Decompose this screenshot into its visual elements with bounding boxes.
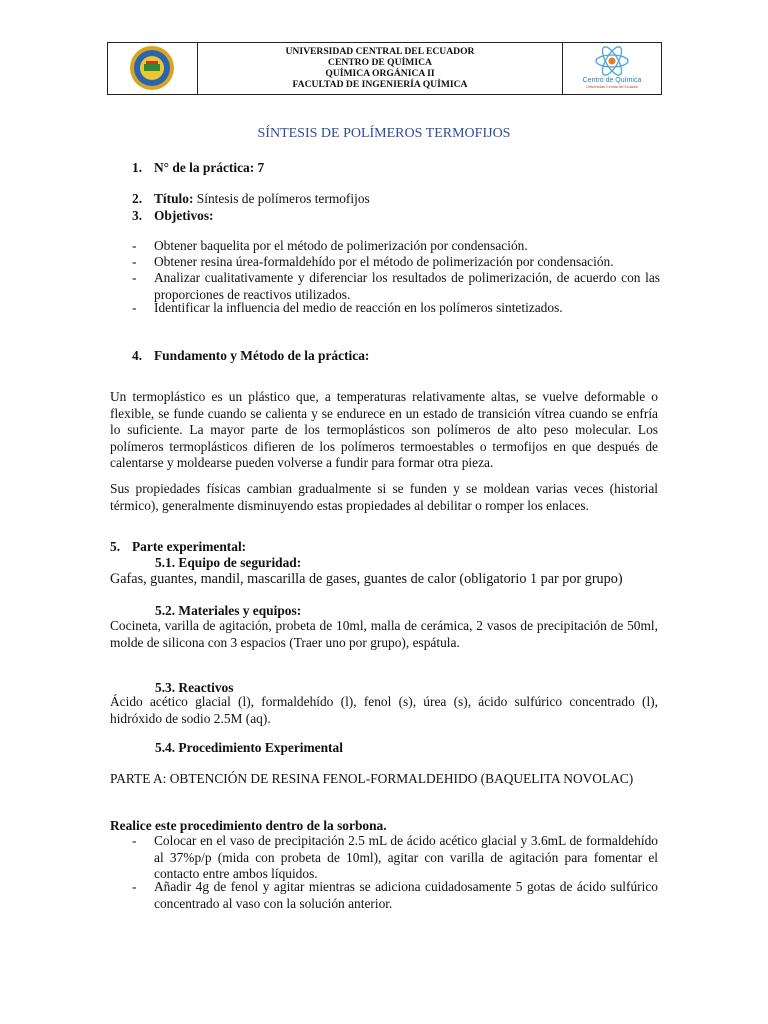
section-label: Título: [154, 191, 194, 206]
faculty-name: FACULTAD DE INGENIERÍA QUÍMICA [292, 79, 468, 90]
section-number: 5. [110, 539, 121, 554]
objectives-list [132, 238, 660, 318]
list-item-text: Colocar en el vaso de precipitación 2.5 mL de ácido acético glacial y 3.6mL de formaldehído al 37%p/p (mida con probeta de 10ml), agitar con varilla de agitación para fomentar el contacto entre ambos líquidos. [154, 833, 658, 881]
paragraph-propiedades: Sus propiedades físicas cambian gradualmente si se funden y se moldean varias veces (historial térmico), generalmente disminuyendo estas propiedades al debilitar o romper los enlaces. [110, 481, 658, 513]
section-number: 2. [132, 191, 143, 206]
list-dash: - [132, 238, 137, 253]
chemistry-center-logo-subtext: Universidad Central del Ecuador [586, 85, 638, 89]
list-item-text: Obtener baquelita por el método de polimerización por condensación. [154, 238, 528, 253]
subsection-reagents-heading: 5.3. Reactivos [155, 680, 234, 695]
procedure-steps-list [132, 833, 658, 913]
list-item-text: Obtener resina úrea-formaldehído por el método de polimerización por condensación. [154, 254, 614, 269]
university-seal-logo [108, 43, 197, 94]
list-item-text: Identificar la influencia del medio de reacción en los polímeros sintetizados. [154, 300, 563, 315]
section-label: Parte experimental: [132, 539, 247, 554]
chemistry-center-logo-cell [562, 43, 661, 94]
header-table [107, 42, 662, 95]
subsection-procedure-heading: 5.4. Procedimiento Experimental [155, 740, 343, 755]
fume-hood-instruction: Realice este procedimiento dentro de la sorbona. [110, 818, 387, 833]
section-number: 3. [132, 208, 143, 223]
section-value: Síntesis de polímeros termofijos [193, 191, 370, 206]
paragraph-fundamento: Un termoplástico es un plástico que, a temperaturas relativamente altas, se vuelve deformable o flexible, se funde cuando se calienta y se endurece en un estado de transición vítrea cuando se enfría lo suficiente. La mayor parte de los termoplásticos son polímeros de alto peso molecular. Los polímeros termoplásticos difieren de los polímeros termoestables o termofijos en que después de calentarse y moldearse pueden volverse a fundir para formar otra pieza. [110, 389, 658, 470]
subsection-materials-heading: 5.2. Materiales y equipos: [155, 603, 302, 618]
list-dash: - [132, 879, 137, 894]
university-name: UNIVERSIDAD CENTRAL DEL ECUADOR [285, 46, 475, 57]
section-label: Objetivos: [154, 208, 214, 223]
section-fundamento [132, 348, 369, 365]
list-item-text: Analizar cualitativamente y diferenciar los resultados de polimerización, de acuerdo con las proporciones de reactivos utilizados. [154, 270, 660, 302]
list-dash: - [132, 270, 137, 285]
header-text [197, 46, 563, 90]
list-dash: - [132, 300, 137, 315]
safety-equipment-text: Gafas, guantes, mandil, mascarilla de gases, guantes de calor (obligatorio 1 par por grupo) [110, 571, 623, 587]
section-number: 4. [132, 348, 143, 363]
atom-logo-icon [563, 43, 661, 79]
list-item-text: Añadir 4g de fenol y agitar mientras se adiciona cuidadosamente 5 gotas de ácido sulfúrico concentrado al vaso con la solución anterior. [154, 879, 658, 911]
section-experimental [110, 539, 246, 556]
part-a-heading: PARTE A: OBTENCIÓN DE RESINA FENOL-FORMALDEHIDO (BAQUELITA NOVOLAC) [110, 771, 634, 786]
document-title: SÍNTESIS DE POLÍMEROS TERMOFIJOS [257, 126, 511, 141]
course-name: QUÍMICA ORGÁNICA II [325, 68, 435, 79]
list-dash: - [132, 254, 137, 269]
reagents-text: Ácido acético glacial (l), formaldehído (l), fenol (s), úrea (s), ácido sulfúrico concentrado (l), hidróxido de sodio 2.5M (aq). [110, 694, 658, 726]
university-seal-cell [108, 43, 198, 94]
center-name: CENTRO DE QUÍMICA [328, 57, 432, 68]
section-title [132, 191, 370, 208]
materials-text: Cocineta, varilla de agitación, probeta de 10ml, malla de cerámica, 2 vasos de precipitación de 50ml, molde de silicona con 3 espacios (Traer uno por grupo), espátula. [110, 618, 658, 650]
chemistry-center-logo-text: Centro de Química [582, 77, 642, 84]
section-objectives [132, 208, 214, 225]
section-label: N° de la práctica: 7 [154, 160, 265, 175]
section-practice-number [132, 160, 264, 177]
section-number: 1. [132, 160, 143, 175]
subsection-safety-heading: 5.1. Equipo de seguridad: [155, 555, 302, 570]
list-dash: - [132, 833, 137, 848]
section-label: Fundamento y Método de la práctica: [154, 348, 370, 363]
